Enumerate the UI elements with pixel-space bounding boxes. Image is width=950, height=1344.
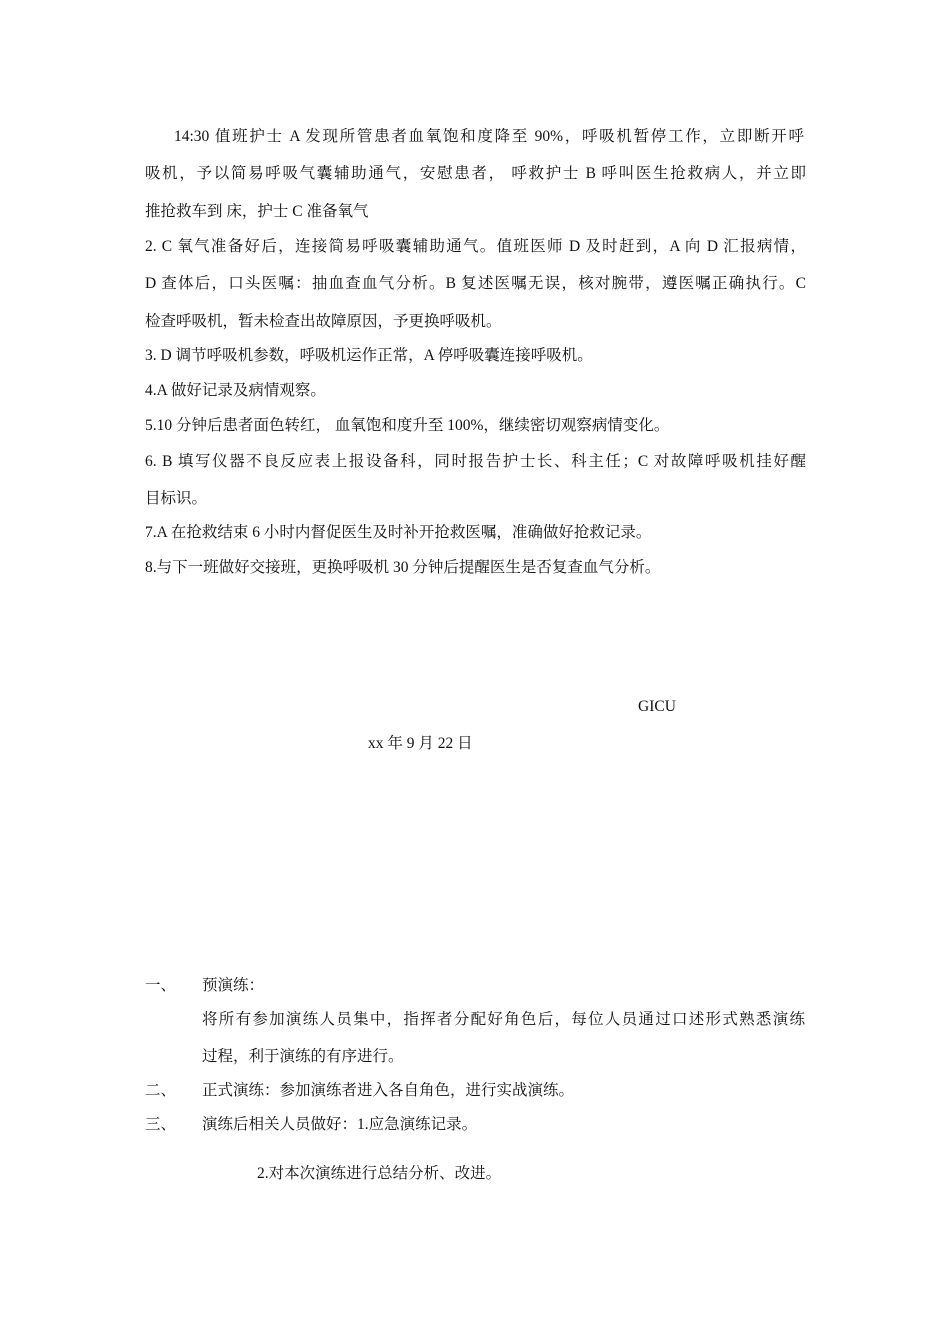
procedure-p6-line2: 目标识。 [145,490,208,507]
procedure-p1-line3: 推抢救车到 床，护士 C 准备氧气 [145,203,369,220]
step-1-body-line2: 过程，利于演练的有序进行。 [202,1048,404,1065]
step-3-continuation: 2.对本次演练进行总结分析、改进。 [257,1165,502,1182]
procedure-p2-line2: D 查体后，口头医嘱：抽血查血气分析。B 复述医嘱无误，核对腕带，遵医嘱正确执行。C [145,275,806,292]
procedure-p7: 7.A 在抢救结束 6 小时内督促医生及时补开抢救医嘱，准确做好抢救记录。 [145,524,652,541]
signature-dept: GICU [638,698,676,715]
procedure-p8: 8.与下一班做好交接班，更换呼吸机 30 分钟后提醒医生是否复查血气分析。 [145,559,661,576]
step-3-title: 演练后相关人员做好：1.应急演练记录。 [202,1116,478,1133]
procedure-p1-line2: 吸机，予以简易呼吸气囊辅助通气，安慰患者， 呼救护士 B 呼叫医生抢救病人，并立即 [145,165,806,182]
procedure-p2-line1: 2. C 氧气准备好后，连接简易呼吸囊辅助通气。值班医师 D 及时赶到，A 向 D 汇报病情， [145,238,806,255]
step-1-body-line1: 将所有参加演练人员集中，指挥者分配好角色后，每位人员通过口述形式熟悉演练 [202,1011,805,1028]
step-1-title: 预演练： [202,977,265,994]
step-1-marker: 一、 [145,977,177,994]
step-2-title: 正式演练：参加演练者进入各自角色，进行实战演练。 [202,1082,575,1099]
step-3-marker: 三、 [145,1116,177,1133]
procedure-p2-line3: 检查呼吸机，暂未检查出故障原因，予更换呼吸机。 [145,313,502,330]
procedure-p3: 3. D 调节呼吸机参数，呼吸机运作正常，A 停呼吸囊连接呼吸机。 [145,347,593,364]
procedure-p4: 4.A 做好记录及病情观察。 [145,382,326,399]
procedure-p5: 5.10 分钟后患者面色转红， 血氧饱和度升至 100%，继续密切观察病情变化。 [145,417,670,434]
procedure-p6-line1: 6. B 填写仪器不良反应表上报设备科，同时报告护士长、科主任；C 对故障呼吸机挂好醒 [145,453,806,470]
signature-date: xx 年 9 月 22 日 [368,735,473,752]
procedure-p1-line1: 14:30 值班护士 A 发现所管患者血氧饱和度降至 90%，呼吸机暂停工作，立即断开呼 [174,128,804,145]
step-2-marker: 二、 [145,1082,177,1099]
